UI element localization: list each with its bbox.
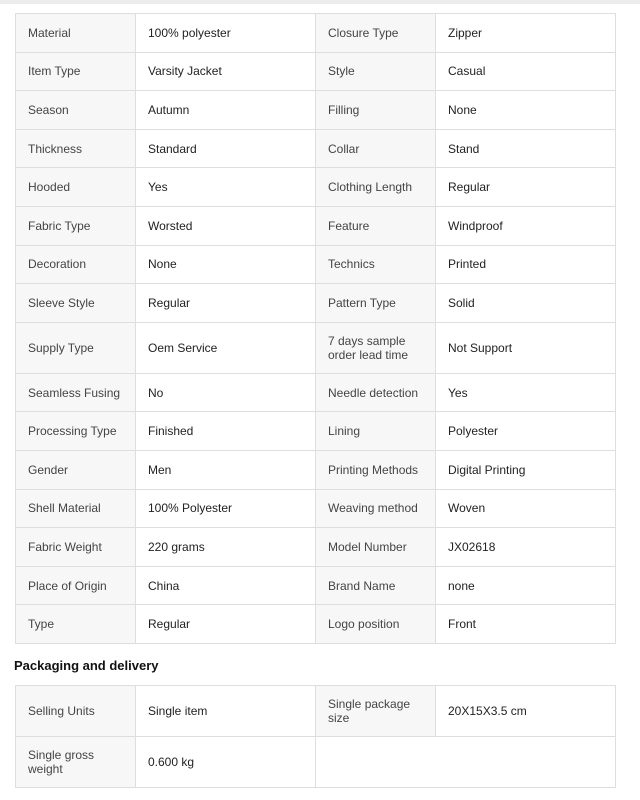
- attribute-label: 7 days sample order lead time: [316, 322, 436, 373]
- attribute-value: Polyester: [436, 412, 616, 451]
- attribute-value: none: [436, 566, 616, 605]
- attribute-value: China: [136, 566, 316, 605]
- attribute-value: Front: [436, 605, 616, 644]
- attribute-value: Woven: [436, 489, 616, 528]
- attribute-value: Standard: [136, 129, 316, 168]
- attribute-label: Feature: [316, 206, 436, 245]
- attribute-label: Single gross weight: [16, 737, 136, 788]
- table-row: [16, 450, 616, 489]
- attribute-label: Seamless Fusing: [16, 373, 136, 412]
- attribute-label: Brand Name: [316, 566, 436, 605]
- attribute-label: Clothing Length: [316, 168, 436, 207]
- attribute-label: Technics: [316, 245, 436, 284]
- table-row: [16, 489, 616, 528]
- attribute-value: Single item: [136, 686, 316, 737]
- attribute-value: 0.600 kg: [136, 737, 316, 788]
- table-row: [16, 566, 616, 605]
- attribute-label: Fabric Weight: [16, 528, 136, 567]
- table-row: [16, 52, 616, 91]
- attribute-label: Thickness: [16, 129, 136, 168]
- table-row: [16, 206, 616, 245]
- attribute-label: Decoration: [16, 245, 136, 284]
- table-row: [16, 284, 616, 323]
- attribute-value: None: [436, 91, 616, 130]
- packaging-section-title: Packaging and delivery: [14, 658, 159, 673]
- table-row: [16, 605, 616, 644]
- attribute-label: Style: [316, 52, 436, 91]
- key-attributes-table: [15, 13, 616, 644]
- attribute-value: Men: [136, 450, 316, 489]
- attribute-label: Place of Origin: [16, 566, 136, 605]
- attribute-value: 100% Polyester: [136, 489, 316, 528]
- attribute-label: Processing Type: [16, 412, 136, 451]
- attribute-value: Regular: [136, 284, 316, 323]
- table-row: [16, 91, 616, 130]
- attribute-value: Casual: [436, 52, 616, 91]
- attribute-value: Zipper: [436, 14, 616, 53]
- attribute-label: Selling Units: [16, 686, 136, 737]
- table-row: [16, 168, 616, 207]
- attribute-value: Yes: [436, 373, 616, 412]
- attribute-value: 220 grams: [136, 528, 316, 567]
- top-divider: [0, 0, 640, 4]
- attribute-value: 100% polyester: [136, 14, 316, 53]
- attribute-label: Logo position: [316, 605, 436, 644]
- table-row: [16, 322, 616, 373]
- table-row: [16, 373, 616, 412]
- attribute-value: 20X15X3.5 cm: [436, 686, 616, 737]
- attribute-label: Item Type: [16, 52, 136, 91]
- attribute-value: JX02618: [436, 528, 616, 567]
- attribute-label: Collar: [316, 129, 436, 168]
- attribute-value: Autumn: [136, 91, 316, 130]
- attribute-label: Season: [16, 91, 136, 130]
- table-row: [16, 686, 616, 737]
- attribute-value: Regular: [436, 168, 616, 207]
- attribute-label: Hooded: [16, 168, 136, 207]
- attribute-value: Not Support: [436, 322, 616, 373]
- empty-cell: [316, 737, 616, 788]
- attribute-value: Worsted: [136, 206, 316, 245]
- table-row: [16, 412, 616, 451]
- attribute-label: Weaving method: [316, 489, 436, 528]
- packaging-table: [15, 685, 616, 788]
- attribute-value: Oem Service: [136, 322, 316, 373]
- table-row: [16, 14, 616, 53]
- attribute-label: Gender: [16, 450, 136, 489]
- attribute-value: Solid: [436, 284, 616, 323]
- attribute-label: Printing Methods: [316, 450, 436, 489]
- attribute-value: Finished: [136, 412, 316, 451]
- table-row: [16, 737, 616, 788]
- attribute-label: Type: [16, 605, 136, 644]
- attribute-label: Closure Type: [316, 14, 436, 53]
- table-row: [16, 528, 616, 567]
- attribute-value: Stand: [436, 129, 616, 168]
- table-row: [16, 245, 616, 284]
- attribute-value: Windproof: [436, 206, 616, 245]
- attribute-label: Lining: [316, 412, 436, 451]
- attribute-label: Single package size: [316, 686, 436, 737]
- attribute-value: No: [136, 373, 316, 412]
- attribute-label: Needle detection: [316, 373, 436, 412]
- attribute-label: Shell Material: [16, 489, 136, 528]
- attribute-value: Digital Printing: [436, 450, 616, 489]
- attribute-label: Pattern Type: [316, 284, 436, 323]
- attribute-label: Sleeve Style: [16, 284, 136, 323]
- attribute-label: Filling: [316, 91, 436, 130]
- attribute-value: Varsity Jacket: [136, 52, 316, 91]
- attribute-label: Fabric Type: [16, 206, 136, 245]
- attribute-label: Supply Type: [16, 322, 136, 373]
- attribute-value: Regular: [136, 605, 316, 644]
- table-row: [16, 129, 616, 168]
- attribute-label: Model Number: [316, 528, 436, 567]
- attribute-value: Yes: [136, 168, 316, 207]
- attribute-value: Printed: [436, 245, 616, 284]
- attribute-label: Material: [16, 14, 136, 53]
- attribute-value: None: [136, 245, 316, 284]
